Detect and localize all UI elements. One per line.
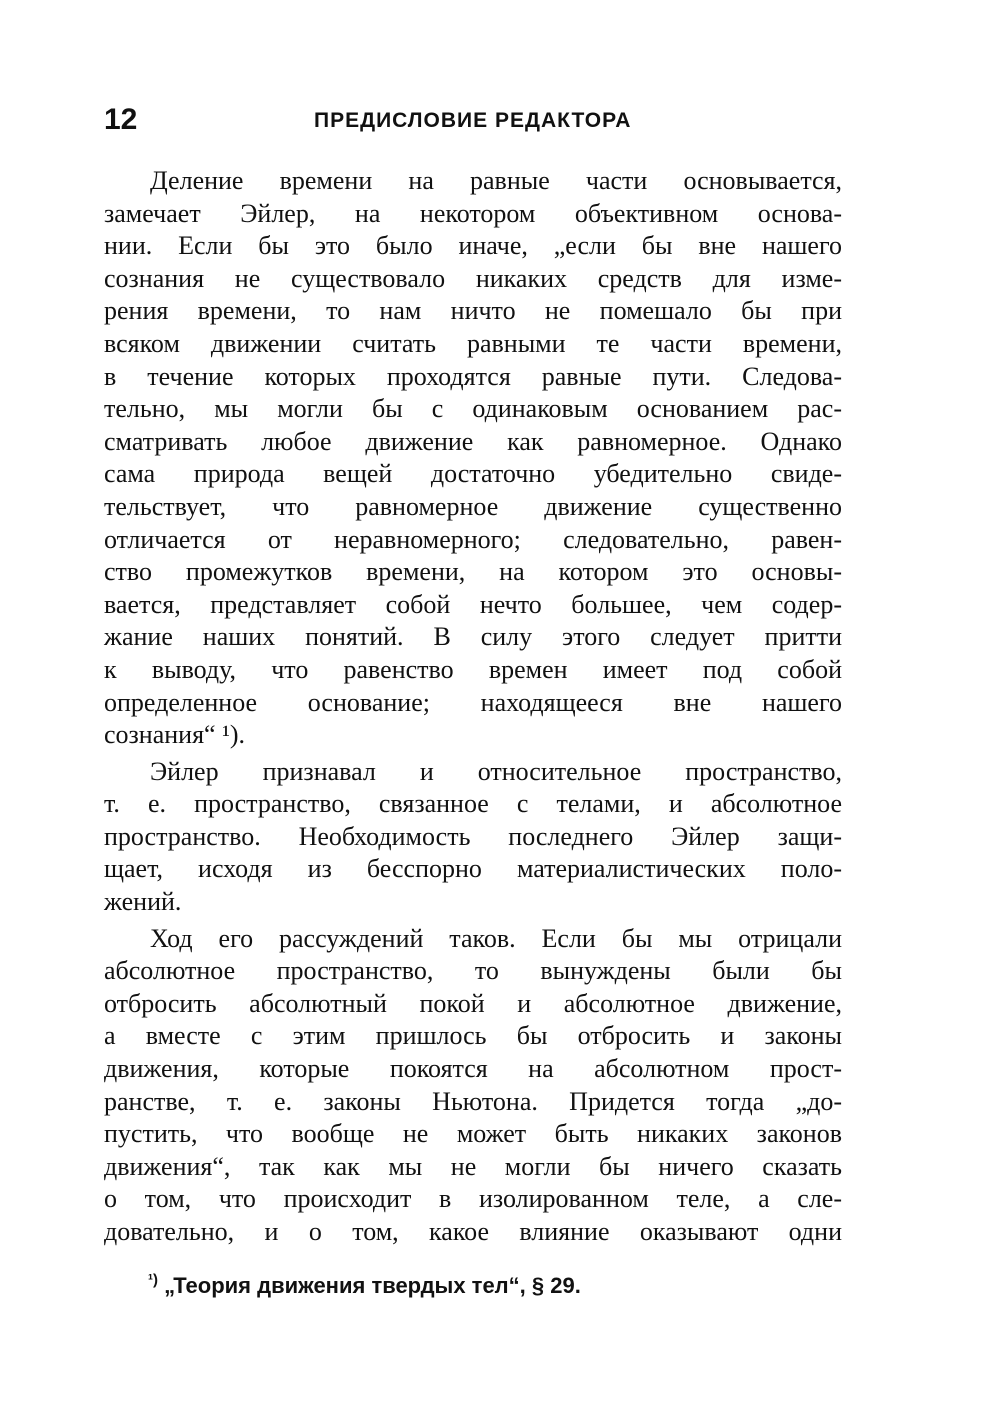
text-line: Эйлер признавал и относительное пространство,	[150, 756, 842, 786]
text-line: движения, которые покоятся на абсолютном прост-	[104, 1054, 842, 1084]
text-line: абсолютное пространство, то вынуждены были бы	[104, 956, 842, 986]
text-line: щает, исходя из бесспорно материалистических поло-	[104, 854, 842, 884]
text-line: жание наших понятий. В силу этого следует притти	[104, 622, 842, 652]
paragraph	[104, 756, 842, 919]
text-line: определенное основание; находящееся вне нашего	[104, 687, 842, 717]
text-line: Ход его рассуждений таков. Если бы мы отрицали	[150, 923, 842, 953]
page-number: 12	[104, 103, 138, 136]
text-line: рения времени, то нам ничто не помешало бы при	[104, 296, 842, 326]
text-line: жений.	[104, 887, 182, 917]
page-header	[104, 100, 844, 140]
text-line: Деление времени на равные части основывается,	[150, 166, 842, 195]
text-line: сама природа вещей достаточно убедительно свиде-	[104, 459, 842, 489]
text-line: пространство. Необходимость последнего Эйлер защи-	[104, 821, 842, 851]
body-text	[104, 165, 842, 1249]
text-line: движения“, так как мы не могли бы ничего сказать	[104, 1151, 842, 1181]
text-line: отличается от неравномерного; следовательно, равен-	[104, 524, 842, 554]
text-line: тельствует, что равномерное движение существенно	[104, 491, 842, 521]
footnote	[148, 1270, 581, 1302]
running-title: ПРЕДИСЛОВИЕ РЕДАКТОРА	[314, 109, 632, 132]
text-line: ранстве, т. е. законы Ньютона. Придется тогда „до-	[104, 1086, 842, 1116]
text-line: в течение которых проходятся равные пути. Следова-	[104, 361, 842, 391]
text-line: ство промежутков времени, на котором это основы-	[104, 557, 842, 587]
footnote-marker: ¹)	[148, 1271, 158, 1289]
text-line: пустить, что вообще не может быть никаких законов	[104, 1119, 842, 1149]
paragraph	[104, 923, 842, 1249]
footnote-text: „Теория движения твердых тел“, § 29.	[164, 1273, 581, 1298]
text-line: отбросить абсолютный покой и абсолютное движение,	[104, 988, 842, 1018]
text-line: замечает Эйлер, на некотором объективном основа-	[104, 198, 842, 228]
text-line: нии. Если бы это было иначе, „если бы вне нашего	[104, 231, 842, 261]
text-line: сознания не существовало никаких средств для изме-	[104, 263, 842, 293]
text-line: всяком движении считать равными те части времени,	[104, 328, 842, 358]
text-line: к выводу, что равенство времен имеет под собой	[104, 654, 842, 684]
text-line: сознания“ ¹).	[104, 720, 246, 750]
text-line: т. е. пространство, связанное с телами, и абсолютное	[104, 789, 842, 819]
paragraph	[104, 165, 842, 752]
text-line: а вместе с этим пришлось бы отбросить и законы	[104, 1021, 842, 1051]
text-line: тельно, мы могли бы с одинаковым основанием рас-	[104, 394, 842, 424]
text-line: вается, представляет собой нечто большее, чем содер-	[104, 589, 842, 619]
text-line: сматривать любое движение как равномерное. Однако	[104, 426, 842, 456]
text-line: о том, что происходит в изолированном теле, а сле-	[104, 1184, 842, 1214]
text-line: довательно, и о том, какое влияние оказывают одни	[104, 1217, 842, 1246]
